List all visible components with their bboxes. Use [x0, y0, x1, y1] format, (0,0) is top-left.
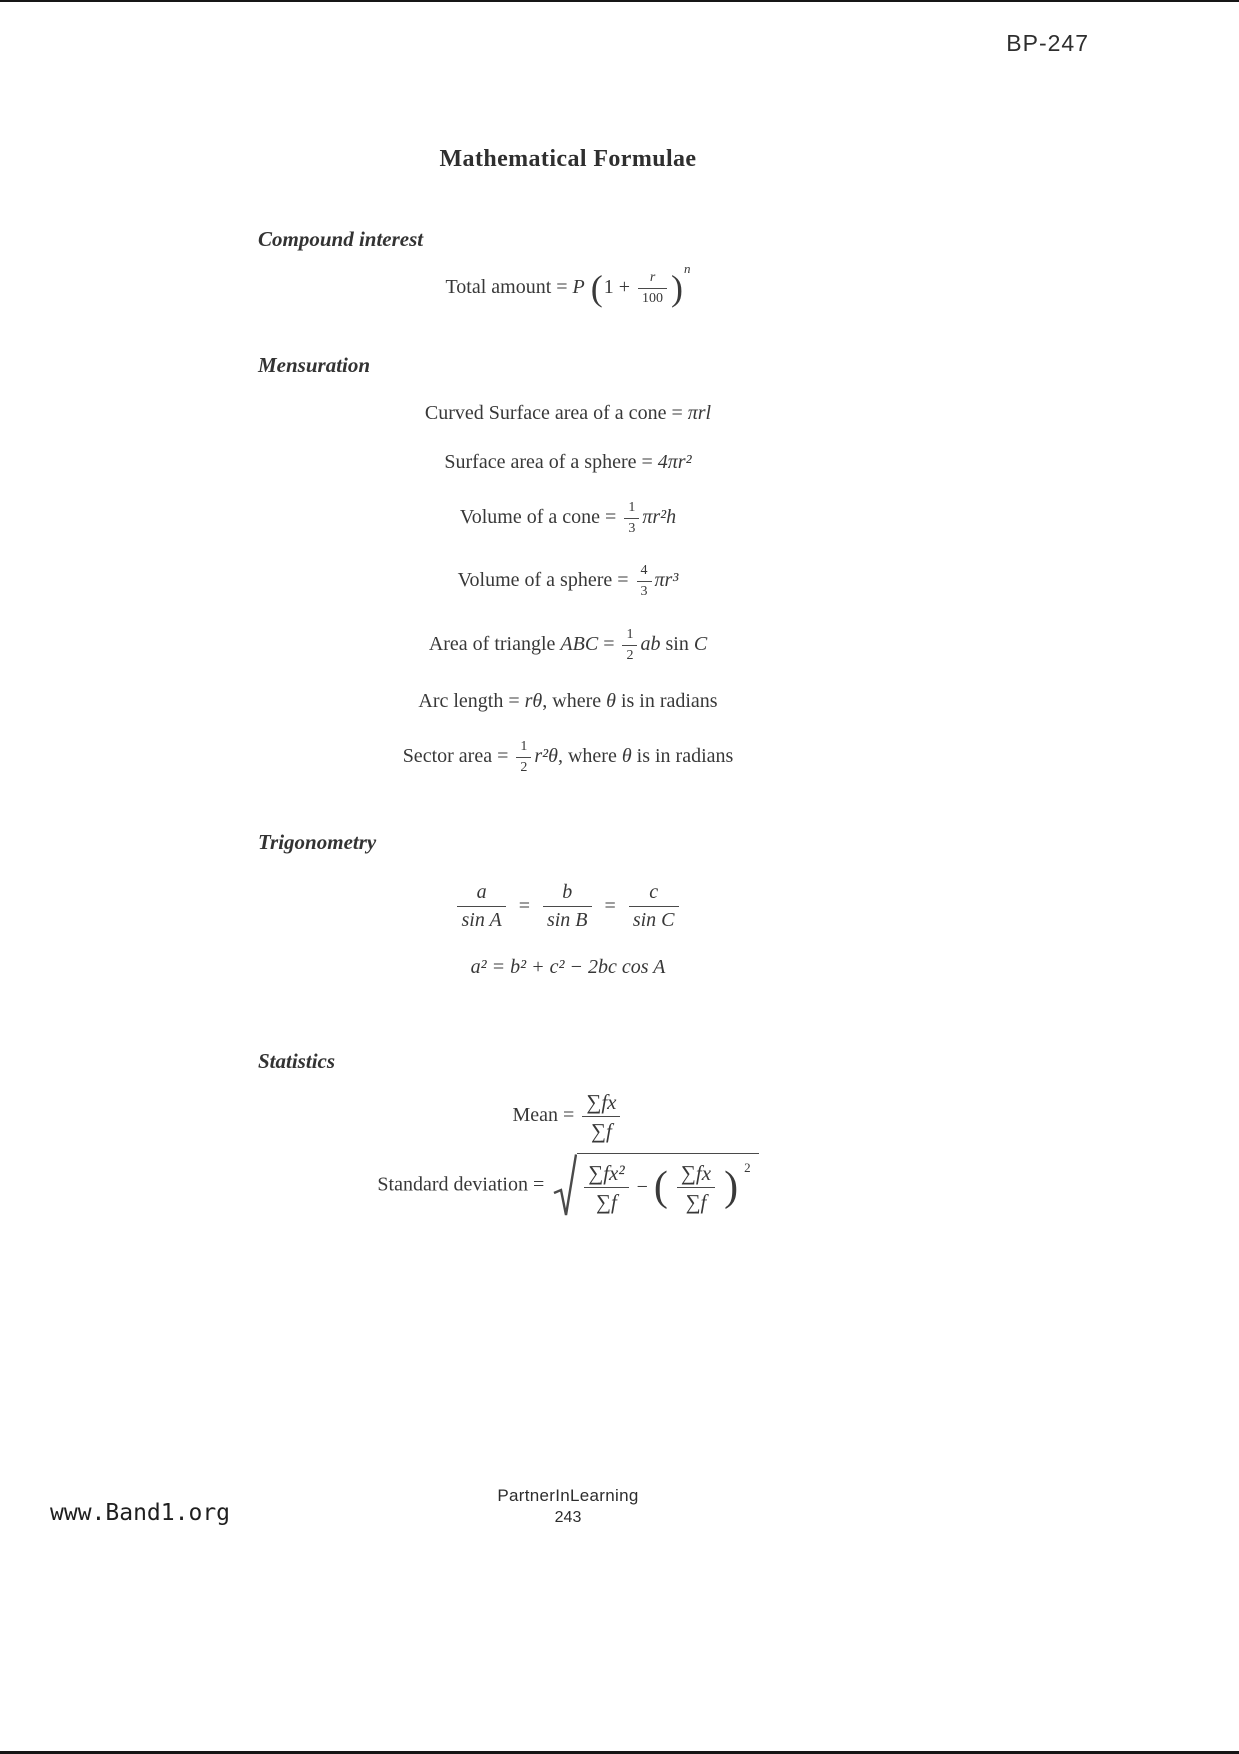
formula-sphere-volume	[258, 563, 878, 600]
section-statistics	[258, 1049, 878, 1219]
formula-label: Volume of a cone =	[459, 506, 622, 529]
where-text: , where	[542, 689, 607, 712]
exponent-two: 2	[744, 1159, 751, 1175]
where-text: , where	[557, 744, 622, 767]
section-trigonometry	[258, 830, 878, 979]
fraction-numerator: ∑fx²	[584, 1161, 628, 1188]
fraction-denominator: 3	[640, 584, 648, 600]
open-paren: (	[590, 268, 603, 309]
heading-compound-interest: Compound interest	[258, 227, 424, 251]
fraction-denominator: sin A	[461, 908, 502, 931]
close-paren: )	[671, 268, 684, 309]
fraction-sum-fx-over-sum-f	[677, 1161, 715, 1214]
equals-sign: =	[598, 632, 620, 655]
formula-cone-volume	[258, 500, 878, 537]
formula-expression: πr²h	[642, 506, 677, 529]
open-paren: (	[653, 1163, 668, 1210]
page-content	[258, 146, 878, 1219]
formula-expression: πr³	[654, 569, 679, 592]
radicand	[577, 1153, 758, 1219]
page-number: 243	[554, 1509, 582, 1526]
fraction-numerator: 1	[624, 500, 639, 519]
fraction-a-over-sinA	[457, 881, 505, 932]
fraction-numerator: r	[638, 270, 667, 289]
formula-cone-curved-surface	[258, 402, 878, 425]
fraction-one-third	[624, 500, 639, 537]
fraction-denominator: 100	[642, 291, 664, 307]
fraction-denominator: 2	[520, 759, 528, 775]
fraction-denominator: sin B	[546, 908, 588, 931]
one-plus-term: 1 +	[603, 276, 631, 299]
formula-expression: rθ	[524, 689, 543, 712]
fraction-one-half	[622, 627, 637, 664]
fraction-r-over-100	[638, 270, 667, 307]
fraction-numerator: ∑fx	[582, 1090, 620, 1117]
formula-label: Volume of a sphere =	[457, 569, 634, 592]
fraction-one-half	[516, 739, 531, 776]
fraction-denominator: ∑f	[591, 1119, 612, 1144]
page-footer	[258, 1486, 878, 1527]
angle-variable: C	[693, 632, 708, 655]
formula-expression: a² = b² + c² − 2bc cos A	[470, 955, 666, 978]
formula-label: Mean =	[512, 1104, 580, 1127]
formula-expression: 4πr²	[657, 451, 692, 474]
fraction-denominator: sin C	[632, 908, 675, 931]
fraction-four-thirds	[637, 563, 652, 600]
radians-text: is in radians	[631, 744, 734, 767]
heading-trigonometry: Trigonometry	[258, 829, 377, 854]
fraction-numerator: 4	[637, 563, 652, 582]
radians-text: is in radians	[615, 689, 718, 712]
fraction-numerator: ∑fx	[677, 1161, 715, 1188]
triangle-name: ABC	[560, 632, 599, 655]
footer-brand: PartnerInLearning	[497, 1486, 639, 1505]
equals-sign: =	[604, 894, 616, 917]
fraction-numerator: 1	[516, 739, 531, 758]
heading-statistics: Statistics	[258, 1048, 336, 1073]
formula-label: Surface area of a sphere =	[444, 451, 658, 474]
fraction-numerator: c	[629, 881, 679, 907]
theta-variable: θ	[606, 689, 616, 712]
fraction-b-over-sinB	[543, 881, 592, 932]
exponent-n: n	[684, 260, 691, 276]
formula-label: Area of triangle	[428, 632, 561, 655]
formula-compound-interest	[258, 260, 878, 309]
equals-sign: =	[518, 894, 530, 917]
section-compound-interest	[258, 227, 878, 307]
formula-label: Total amount =	[445, 276, 573, 299]
formula-mean	[258, 1090, 878, 1143]
formula-sector-area	[258, 739, 878, 776]
fraction-numerator: a	[457, 881, 505, 907]
fraction-sum-fx-over-sum-f	[582, 1090, 620, 1143]
variable-principal: P	[572, 276, 585, 299]
formula-expression: r²θ	[534, 744, 558, 767]
heading-mensuration: Mensuration	[258, 353, 371, 378]
formula-label: Standard deviation =	[377, 1173, 550, 1196]
scan-edge-top	[0, 0, 1239, 2]
fraction-c-over-sinC	[629, 881, 679, 932]
fraction-denominator: 2	[626, 647, 634, 663]
formula-sine-rule	[258, 881, 878, 932]
minus-sign: −	[636, 1176, 648, 1199]
fraction-numerator: b	[543, 881, 592, 907]
fraction-sum-fx2-over-sum-f	[584, 1161, 628, 1214]
formula-expression: ab	[640, 632, 661, 655]
formula-cosine-rule	[258, 956, 878, 979]
watermark-url: www.Band1.org	[50, 1500, 231, 1526]
fraction-denominator: ∑f	[596, 1190, 617, 1215]
close-paren: )	[724, 1163, 739, 1210]
theta-variable: θ	[621, 744, 632, 767]
formula-label: Sector area =	[402, 744, 514, 767]
square-root	[553, 1153, 758, 1219]
sin-operator: sin	[660, 632, 694, 655]
formula-sphere-surface	[258, 451, 878, 474]
radical-icon	[553, 1153, 577, 1219]
formula-expression: πrl	[687, 402, 712, 425]
page-code: BP-247	[1006, 30, 1089, 56]
section-mensuration	[258, 353, 878, 776]
formula-label: Arc length =	[418, 689, 525, 712]
fraction-denominator: 3	[628, 521, 636, 537]
formula-arc-length	[258, 690, 878, 713]
formula-triangle-area	[258, 627, 878, 664]
page-title: Mathematical Formulae	[439, 146, 697, 172]
formula-label: Curved Surface area of a cone =	[424, 402, 688, 425]
formula-standard-deviation	[258, 1153, 878, 1219]
fraction-denominator: ∑f	[685, 1190, 707, 1215]
fraction-numerator: 1	[622, 627, 637, 646]
